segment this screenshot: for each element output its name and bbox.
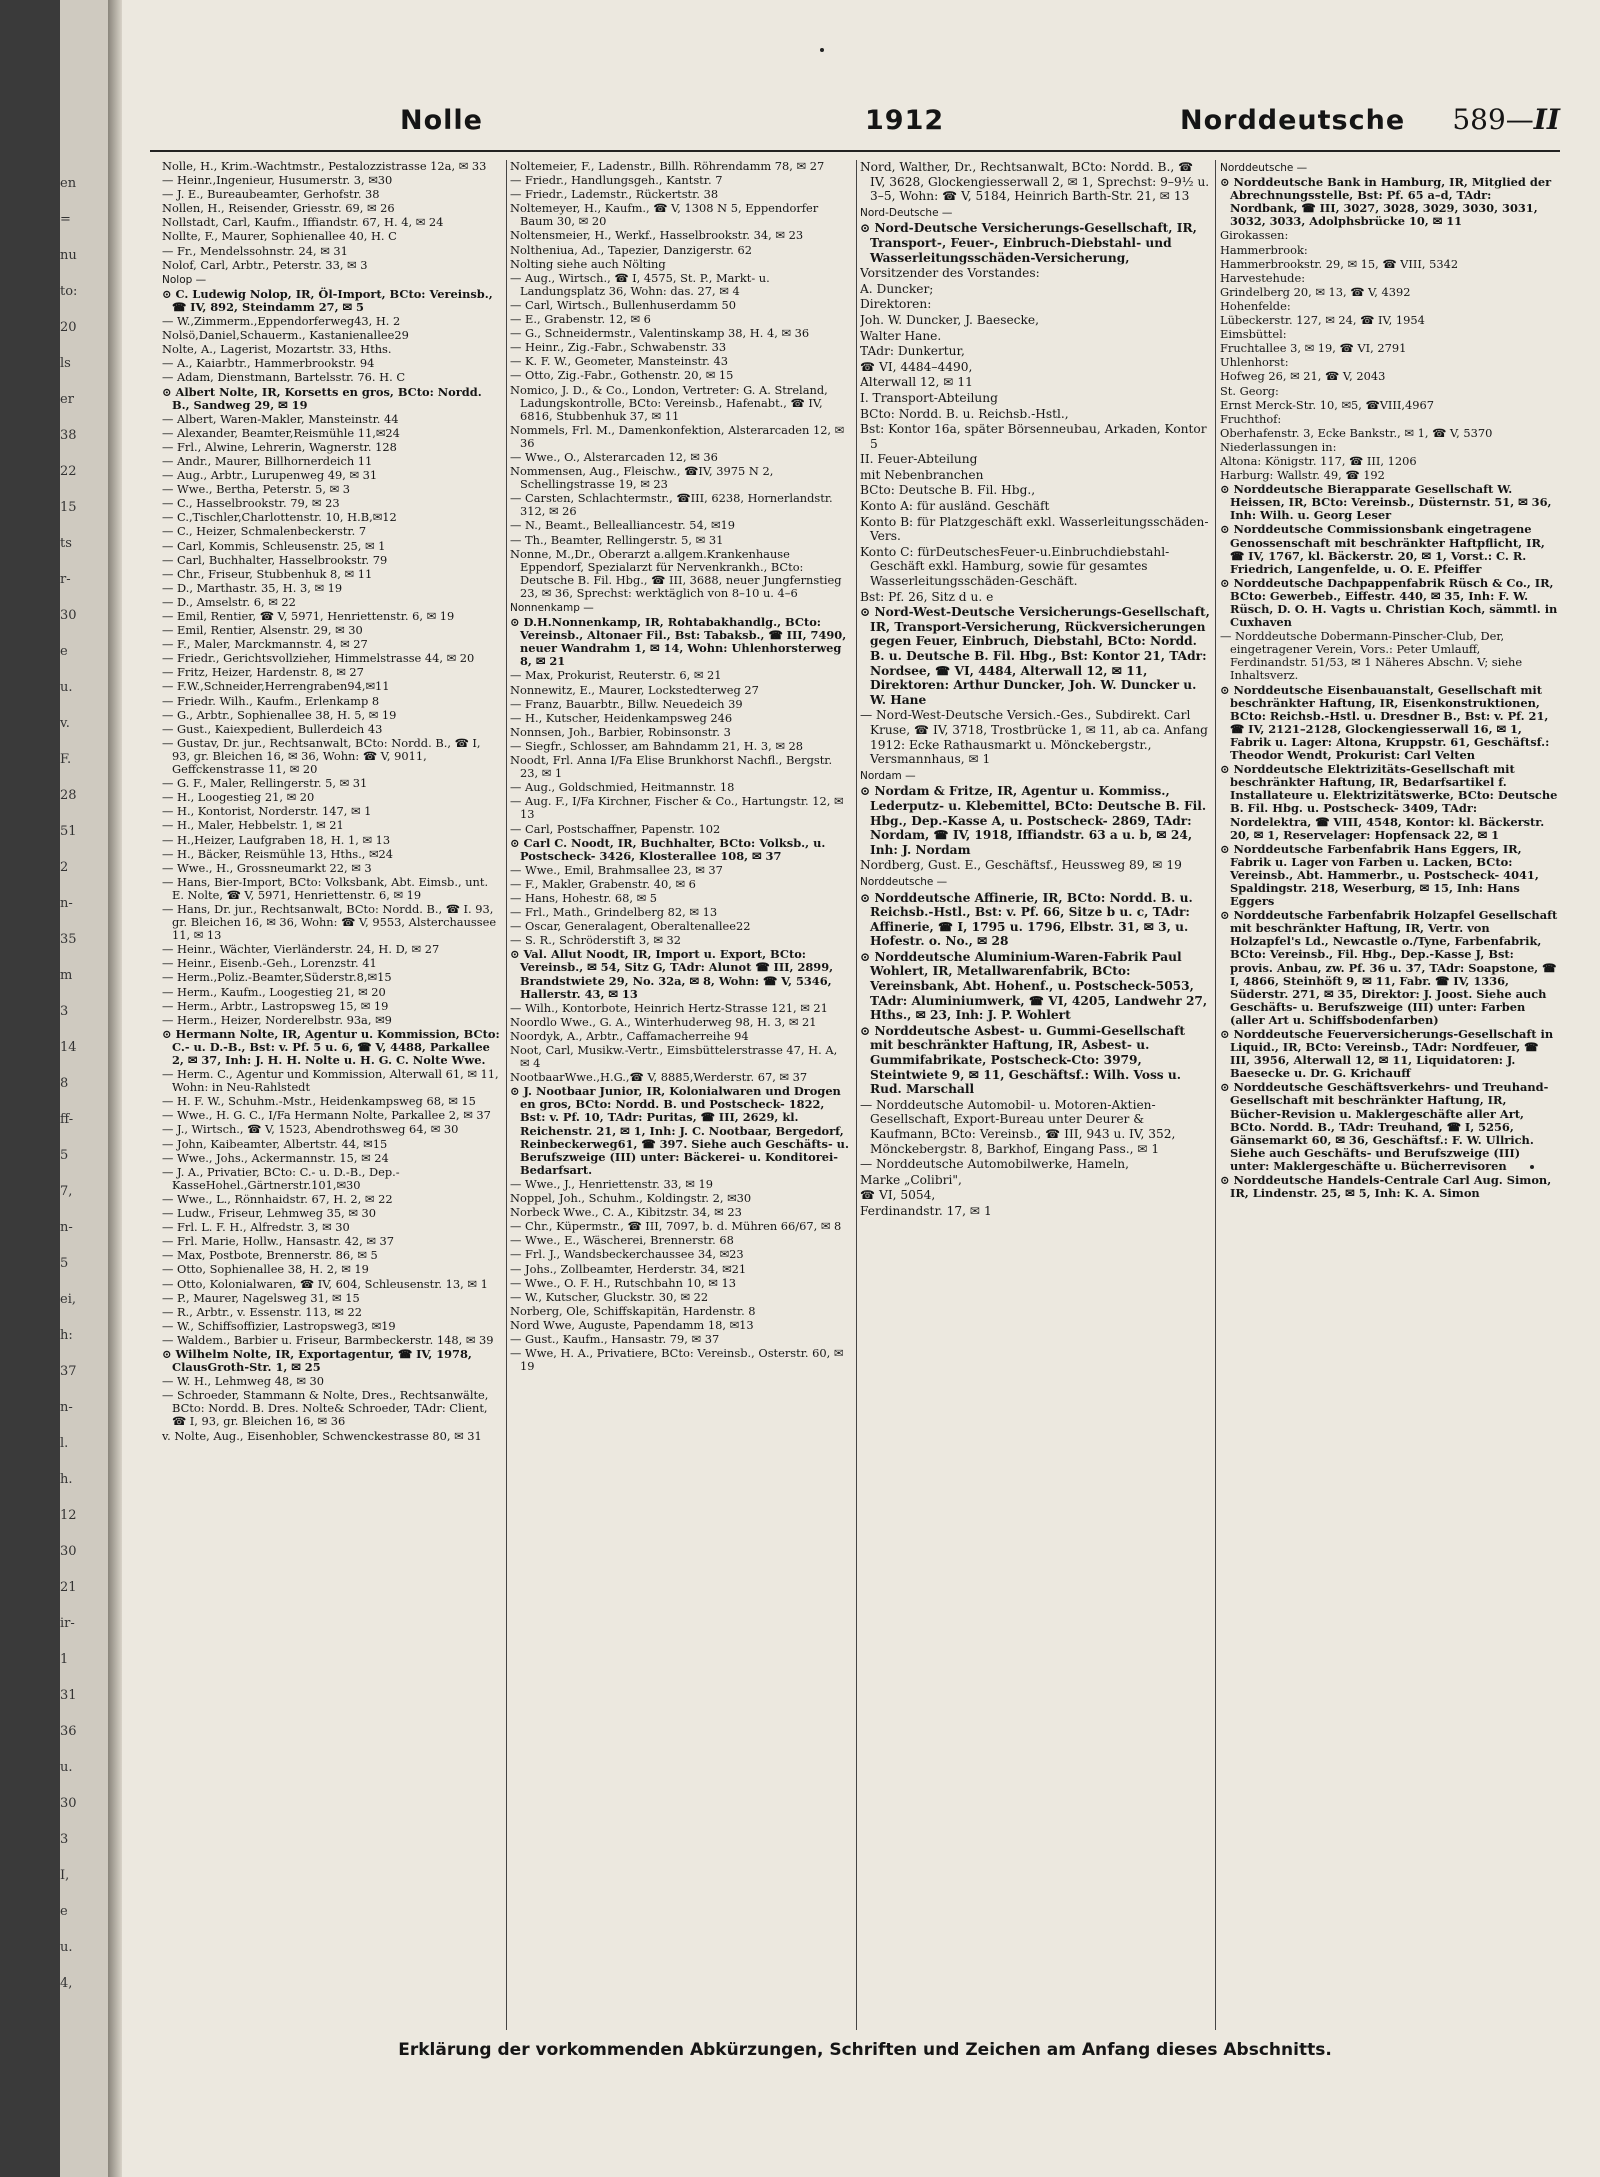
directory-entry: — Schroeder, Stammann & Nolte, Dres., Rechtsanwälte, BCto: Nordd. B. Dres. Nolte& Schroeder, TAdr: Client, ☎ I, 93, gr. Bleichen 16, ✉ 36 xyxy=(162,1388,489,1429)
gutter-fragment: 51 xyxy=(60,824,77,839)
firm-entry: ⊙ Val. Allut Noodt, IR, Import u. Export, BCto: Vereinsb., ✉ 54, Sitz G, TAdr: Alunot ☎ III, 2899, Brandstwiete 29, No. 32a, ✉ 8, Wohn: ☎ V, 5346, Hallerstr. 43, ✉ 13 xyxy=(510,947,834,1001)
gutter-fragment: F. xyxy=(60,752,72,767)
directory-entry: — Norddeutsche Automobilwerke, Hameln, xyxy=(860,1157,1129,1172)
directory-entry: — Aug., Goldschmied, Heitmannstr. 18 xyxy=(510,780,735,795)
firm-entry: ⊙ Norddeutsche Affinerie, IR, BCto: Nordd. B. u. Reichsb.-Hstl., Bst: v. Pf. 66, Sitze b u. c, TAdr: Affinerie, ☎ I, 1795 u. 1796, Elbstr. 31, ✉ 3, u. Hofestr. o. No., ✉ 28 xyxy=(860,890,1193,949)
directory-entry: — John, Kaibeamter, Albertstr. 44, ✉15 xyxy=(162,1136,388,1151)
directory-entry: — Fritz, Heizer, Hardenstr. 8, ✉ 27 xyxy=(162,665,364,680)
header-left-keyword: Nolle xyxy=(400,105,483,136)
section-heading: Nolop — xyxy=(162,273,207,286)
gutter-fragment: 15 xyxy=(60,500,77,515)
gutter-fragment: ls xyxy=(60,356,71,371)
directory-entry: — Frl., Alwine, Lehrerin, Wagnerstr. 128 xyxy=(162,439,397,454)
directory-entry: Oberhafenstr. 3, Ecke Bankstr., ✉ 1, ☎ V, 5370 xyxy=(1220,425,1493,440)
directory-entry: Nolte, A., Lagerist, Mozartstr. 33, Hths. xyxy=(162,342,392,357)
firm-entry: ⊙ Nordam & Fritze, IR, Agentur u. Kommiss., Lederputz- u. Klebemittel, BCto: Deutsche B. Fil. Hbg., Dep.-Kasse A, u. Postscheck- 2869, TAdr: Nordam, ☎ IV, 1918, Iffiandstr. 63 a u. b, ✉ 24, Inh: J. Nordam xyxy=(860,784,1207,857)
directory-entry: — Adam, Dienstmann, Bartelsstr. 76. H. C xyxy=(162,370,406,385)
directory-entry: — Emil, Rentier, ☎ V, 5971, Henriettenstr. 6, ✉ 19 xyxy=(162,609,455,623)
directory-entry: — H., Maler, Hebbelstr. 1, ✉ 21 xyxy=(162,818,344,833)
directory-entry: mit Nebenbranchen xyxy=(860,467,984,482)
directory-entry: — Otto, Sophienallee 38, H. 2, ✉ 19 xyxy=(162,1262,369,1277)
directory-entry: — W.,Zimmerm.,Eppendorferweg43, H. 2 xyxy=(162,314,401,329)
directory-entry: Uhlenhorst: xyxy=(1220,355,1289,370)
firm-entry: ⊙ Nord-West-Deutsche Versicherungs-Gesellschaft, IR, Transport-Versicherung, Rückversicherungen gegen Feuer, Einbruch, Diebstahl, BCto: Nordd. B. u. Deutsche B. Fil. Hbg., Bst: Kontor 21, TAdr: Nordsee, ☎ VI, 4484, Alterwall 12, ✉ 11, Direktoren: Arthur Duncker, Joh. W. Duncker u. W. Hane xyxy=(860,605,1210,707)
page-number-arabic: 589— xyxy=(1452,103,1534,136)
firm-entry: ⊙ Norddeutsche Handels-Centrale Carl Aug. Simon, IR, Lindenstr. 25, ✉ 5, Inh: K. A. Simon xyxy=(1220,1173,1552,1201)
directory-entry: — H.,Heizer, Laufgraben 18, H. 1, ✉ 13 xyxy=(162,832,391,847)
directory-entry: — Otto, Zig.-Fabr., Gothenstr. 20, ✉ 15 xyxy=(510,368,734,383)
directory-entry: Fruchthof: xyxy=(1220,411,1282,426)
directory-entry: — Wwe., E., Wäscherei, Brennerstr. 68 xyxy=(510,1233,734,1248)
directory-entry: — F., Maler, Marckmannstr. 4, ✉ 27 xyxy=(162,637,368,652)
directory-entry: Nonnewitz, E., Maurer, Lockstedterweg 27 xyxy=(510,682,759,697)
directory-entry: Noltheniua, Ad., Tapezier, Danzigerstr. 62 xyxy=(510,242,752,257)
directory-entry: Girokassen: xyxy=(1220,228,1289,243)
column-divider-2 xyxy=(856,160,857,2030)
directory-entry: Konto A: für ausländ. Geschäft xyxy=(860,499,1050,514)
directory-entry: TAdr: Dunkertur, xyxy=(860,344,965,359)
directory-entry: — K. F. W., Geometer, Mansteinstr. 43 xyxy=(510,354,728,369)
directory-entry: Konto B: für Platzgeschäft exkl. Wasserleitungsschäden-Vers. xyxy=(860,514,1209,544)
gutter-fragment: 28 xyxy=(60,788,77,803)
directory-entry: — F.W.,Schneider,Herrengraben94,✉11 xyxy=(162,679,390,694)
directory-entry: — Carl, Buchhalter, Hasselbrookstr. 79 xyxy=(162,552,388,567)
print-speck xyxy=(820,48,824,52)
directory-entry: Vorsitzender des Vorstandes: xyxy=(860,266,1040,281)
column-3 xyxy=(860,160,1210,2045)
directory-entry: — H., Loogestieg 21, ✉ 20 xyxy=(162,790,315,805)
gutter-fragment: h. xyxy=(60,1472,73,1487)
directory-entry: — Friedr., Gerichtsvollzieher, Himmelstrasse 44, ✉ 20 xyxy=(162,651,475,666)
directory-entry: — D., Amselstr. 6, ✉ 22 xyxy=(162,594,296,609)
gutter-fragment: ts xyxy=(60,536,72,551)
firm-entry: ⊙ Nord-Deutsche Versicherungs-Gesellschaft, IR, Transport-, Feuer-, Einbruch-Diebstahl- und Wasserleitungsschäden-Versicherung, xyxy=(860,221,1197,265)
column-1 xyxy=(162,160,502,2045)
directory-entry: — Oscar, Generalagent, Oberaltenallee22 xyxy=(510,919,751,934)
directory-entry: — E., Grabenstr. 12, ✉ 6 xyxy=(510,312,651,327)
gutter-fragment: 21 xyxy=(60,1580,77,1595)
directory-entry: Marke „Colibri", xyxy=(860,1172,962,1187)
directory-entry: Norberg, Ole, Schiffskapitän, Hardenstr. 8 xyxy=(510,1303,756,1318)
directory-entry: Konto C: fürDeutschesFeuer-u.Einbruchdiebstahl-Geschäft exkl. Hamburg, sowie für gesamtes Wasserleitungsschäden-Geschäft. xyxy=(860,544,1170,589)
directory-entry: Nollte, F., Maurer, Sophienallee 40, H. C xyxy=(162,229,397,244)
directory-entry: — Max, Prokurist, Reuterstr. 6, ✉ 21 xyxy=(510,668,722,683)
gutter-fragment: l. xyxy=(60,1436,69,1451)
directory-entry: — Wwe., H. G. C., I/Fa Hermann Nolte, Parkallee 2, ✉ 37 xyxy=(162,1108,491,1123)
gutter-fragment: 5 xyxy=(60,1256,69,1271)
directory-entry: Niederlassungen in: xyxy=(1220,439,1337,454)
firm-entry: ⊙ C. Ludewig Nolop, IR, Öl-Import, BCto: Vereinsb., ☎ IV, 892, Steindamm 27, ✉ 5 xyxy=(162,286,493,314)
directory-entry: — Friedr. Wilh., Kaufm., Erlenkamp 8 xyxy=(162,693,380,708)
gutter-fragment: 31 xyxy=(60,1688,77,1703)
directory-entry: — Heinr.,Ingenieur, Husumerstr. 3, ✉30 xyxy=(162,173,393,188)
column-divider-1 xyxy=(506,160,507,2030)
header-rule xyxy=(150,150,1560,152)
firm-entry: ⊙ Norddeutsche Eisenbauanstalt, Gesellschaft mit beschränkter Haftung, IR, Eisenkonstruktionen, BCto: Reichsb.-Hstl. u. Dresdner B., Bst: v. Pf. 21, ☎ IV, 2121–2128, Glockengiesserwall 16, ✉ 1, Fabrik u. Lager: Altona, Kruppstr. 61, Geschäftsf.: Theodor Wendt, Prokurist: Carl Velten xyxy=(1220,682,1550,763)
gutter-fragment: = xyxy=(60,212,71,227)
gutter-fragment: h: xyxy=(60,1328,73,1343)
directory-entry: Nomico, J. D., & Co., London, Vertreter: G. A. Streland, Ladungskontrolle, BCto: Vereinsb., Hafenabt., ☎ IV, 6816, Stubbenhuk 37, ✉ 11 xyxy=(510,382,828,423)
directory-entry: Nollstadt, Carl, Kaufm., Iffiandstr. 67, H. 4, ✉ 24 xyxy=(162,215,444,230)
gutter-fragment: 30 xyxy=(60,1796,77,1811)
header-right-keyword: Norddeutsche xyxy=(1180,105,1406,136)
directory-entry: Nommels, Frl. M., Damenkonfektion, Alsterarcaden 12, ✉ 36 xyxy=(510,422,845,450)
directory-entry: — Herm. C., Agentur und Kommission, Alterwall 61, ✉ 11, Wohn: in Neu-Rahlstedt xyxy=(162,1067,499,1095)
directory-entry: Eimsbüttel: xyxy=(1220,327,1287,342)
firm-entry: ⊙ D.H.Nonnenkamp, IR, Rohtabakhandlg., BCto: Vereinsb., Altonaer Fil., Bst: Tabaksb., ☎ III, 7490, neuer Wandrahm 1, ✉ 14, Wohn: Uhlenhorsterweg 8, ✉ 21 xyxy=(510,615,847,669)
firm-entry: ⊙ Norddeutsche Farbenfabrik Hans Eggers, IR, Fabrik u. Lager von Farben u. Lacken, BCto: Vereinsb., Abt. Hammerbr., u. Postscheck- 4041, Spaldingstr. 218, Weserburg, ✉ 15, Inh: Hans Eggers xyxy=(1220,841,1539,909)
directory-entry: Ferdinandstr. 17, ✉ 1 xyxy=(860,1203,992,1218)
directory-entry: — Heinr., Wächter, Vierländerstr. 24, H. D, ✉ 27 xyxy=(162,942,440,957)
directory-entry: — Alexander, Beamter,Reismühle 11,✉24 xyxy=(162,425,400,440)
directory-entry: — Wwe., Emil, Brahmsallee 23, ✉ 37 xyxy=(510,862,723,877)
firm-entry: ⊙ Carl C. Noodt, IR, Buchhalter, BCto: Volksb., u. Postscheck- 3426, Klosterallee 108, ✉ 37 xyxy=(510,835,826,863)
directory-entry: ☎ VI, 5054, xyxy=(860,1188,936,1203)
page-number xyxy=(1452,103,1560,136)
directory-entry: — Aug., Wirtsch., ☎ I, 4575, St. P., Markt- u. Landungsplatz 36, Wohn: das. 27, ✉ 4 xyxy=(510,270,770,298)
directory-entry: — G., Schneidermstr., Valentinskamp 38, H. 4, ✉ 36 xyxy=(510,326,810,341)
directory-entry: — Heinr., Eisenb.-Geh., Lorenzstr. 41 xyxy=(162,956,377,971)
directory-entry: — Andr., Maurer, Billhornerdeich 11 xyxy=(162,453,373,468)
directory-entry: Direktoren: xyxy=(860,297,932,312)
directory-entry: NootbaarWwe.,H.G.,☎ V, 8885,Werderstr. 67, ✉ 37 xyxy=(510,1070,808,1085)
directory-entry: Ernst Merck-Str. 10, ✉5, ☎VIII,4967 xyxy=(1220,397,1435,412)
gutter-fragment: 3 xyxy=(60,1832,69,1847)
directory-entry: Hammerbrook: xyxy=(1220,242,1308,257)
directory-entry: — W., Schiffsoffizier, Lastropsweg3, ✉19 xyxy=(162,1318,396,1333)
directory-entry: — Otto, Kolonialwaren, ☎ IV, 604, Schleusenstr. 13, ✉ 1 xyxy=(162,1276,488,1291)
directory-entry: I. Transport-Abteilung xyxy=(860,390,998,405)
gutter-fragment: en xyxy=(60,176,77,191)
directory-entry: — G., Arbtr., Sophienallee 38, H. 5, ✉ 19 xyxy=(162,707,397,722)
directory-entry: — Wwe., Bertha, Peterstr. 5, ✉ 3 xyxy=(162,482,350,497)
section-heading: Nonnenkamp — xyxy=(510,602,594,614)
gutter-fragment: n- xyxy=(60,1220,73,1235)
directory-entry: Joh. W. Duncker, J. Baesecke, xyxy=(860,312,1039,327)
gutter-fragment: u. xyxy=(60,1760,73,1775)
gutter-fragment: ei, xyxy=(60,1292,76,1307)
section-heading: Nordam — xyxy=(860,769,916,782)
directory-entry: — Herm., Kaufm., Loogestieg 21, ✉ 20 xyxy=(162,984,386,999)
directory-entry: Hammerbrookstr. 29, ✉ 15, ☎ VIII, 5342 xyxy=(1220,256,1459,271)
gutter-fragment: u. xyxy=(60,1940,73,1955)
gutter-fragment: e xyxy=(60,644,68,659)
page-number-roman: II xyxy=(1533,103,1560,136)
directory-entry: — R., Arbtr., v. Essenstr. 113, ✉ 22 xyxy=(162,1304,362,1319)
firm-entry: ⊙ Norddeutsche Bank in Hamburg, IR, Mitglied der Abrechnungsstelle, Bst: Pf. 65 a–d, TAdr: Nordbank, ☎ III, 3027, 3028, 3029, 3030, 3031, 3032, 3033, Adolphsbrücke 10, ✉ 11 xyxy=(1220,175,1552,229)
directory-entry: Noot, Carl, Musikw.-Vertr., Eimsbüttelerstrasse 47, H. A, ✉ 4 xyxy=(510,1043,838,1071)
directory-entry: — P., Maurer, Nagelsweg 31, ✉ 15 xyxy=(162,1290,360,1305)
directory-entry: Altona: Königstr. 117, ☎ III, 1206 xyxy=(1220,453,1417,468)
directory-entry: — N., Beamt., Bellealliancestr. 54, ✉19 xyxy=(510,518,735,533)
directory-entry: — Aug. F., I/Fa Kirchner, Fischer & Co., Hartungstr. 12, ✉ 13 xyxy=(510,794,844,822)
directory-entry: Noppel, Joh., Schuhm., Koldingstr. 2, ✉30 xyxy=(510,1191,752,1206)
directory-entry: — Carl, Kommis, Schleusenstr. 25, ✉ 1 xyxy=(162,538,386,553)
gutter-fragment: 8 xyxy=(60,1076,69,1091)
directory-entry: — Th., Beamter, Rellingerstr. 5, ✉ 31 xyxy=(510,532,724,547)
firm-entry: ⊙ Hermann Nolte, IR, Agentur u. Kommission, BCto: C.- u. D.-B., Bst: v. Pf. 5 u. 6, ☎ V, 4488, Parkallee 2, ✉ 37, Inh: J. H. H. Nolte u. H. G. C. Nolte Wwe. xyxy=(162,1026,500,1067)
directory-entry: — Gustav, Dr. jur., Rechtsanwalt, BCto: Nordd. B., ☎ I, 93, gr. Bleichen 16, ✉ 36, Wohn: ☎ V, 9011, Geffckenstrasse 11, ✉ 20 xyxy=(162,735,481,777)
directory-entry: — C.,Tischler,Charlottenstr. 10, H.B,✉12 xyxy=(162,510,397,525)
directory-entry: — Frl. J., Wandsbeckerchaussee 34, ✉23 xyxy=(510,1247,744,1262)
gutter-fragment: 30 xyxy=(60,608,77,623)
directory-entry: — Hans, Bier-Import, BCto: Volksbank, Abt. Eimsb., unt. E. Nolte, ☎ V, 5971, Henriettenstr. 6, ✉ 19 xyxy=(162,874,489,902)
directory-entry: — C., Heizer, Schmalenbeckerstr. 7 xyxy=(162,524,367,539)
gutter-fragment: u. xyxy=(60,680,73,695)
directory-entry: — Wwe., Johs., Ackermannstr. 15, ✉ 24 xyxy=(162,1150,389,1165)
directory-entry: Bst: Kontor 16a, später Börsenneubau, Arkaden, Kontor 5 xyxy=(860,422,1207,451)
directory-entry: — Wwe., J., Henriettenstr. 33, ✉ 19 xyxy=(510,1176,713,1191)
print-speck xyxy=(1530,1165,1534,1169)
column-divider-3 xyxy=(1215,160,1216,2030)
directory-entry: Nolof, Carl, Arbtr., Peterstr. 33, ✉ 3 xyxy=(162,257,368,272)
directory-entry: — Albert, Waren-Makler, Mansteinstr. 44 xyxy=(162,411,399,426)
directory-entry: Harvestehude: xyxy=(1220,270,1306,285)
directory-entry: — Gust., Kaiexpedient, Bullerdeich 43 xyxy=(162,721,383,736)
gutter-fragment: 2 xyxy=(60,860,69,875)
gutter-fragment: 14 xyxy=(60,1040,77,1055)
gutter-fragment: 30 xyxy=(60,1544,77,1559)
directory-entry: Norbeck Wwe., C. A., Kibitzstr. 34, ✉ 23 xyxy=(510,1205,742,1220)
directory-entry: — Heinr., Zig.-Fabr., Schwabenstr. 33 xyxy=(510,340,727,355)
gutter-fragment: 37 xyxy=(60,1364,77,1379)
directory-entry: — Frl., Math., Grindelberg 82, ✉ 13 xyxy=(510,905,718,920)
directory-entry: — Gust., Kaufm., Hansastr. 79, ✉ 37 xyxy=(510,1331,720,1346)
directory-entry: — Chr., Friseur, Stubbenhuk 8, ✉ 11 xyxy=(162,566,373,581)
directory-entry: Hohenfelde: xyxy=(1220,298,1291,313)
directory-entry: — Nord-West-Deutsche Versich.-Ges., Subdirekt. Carl Kruse, ☎ IV, 3718, Trostbrücke 1, ✉ 11, ab ca. Anfang 1912: Ecke Rathausmarkt u. Mönckebergstr., Versmannhaus, ✉ 1 xyxy=(860,708,1208,767)
gutter-fragment: 1 xyxy=(60,1652,69,1667)
column-2 xyxy=(510,160,850,2045)
directory-entry: — Fr., Mendelssohnstr. 24, ✉ 31 xyxy=(162,243,348,258)
directory-entry: — Waldem., Barbier u. Friseur, Barmbeckerstr. 148, ✉ 39 xyxy=(162,1332,494,1347)
directory-entry: — Johs., Zollbeamter, Herderstr. 34, ✉21 xyxy=(510,1261,747,1276)
directory-entry: — J., Wirtsch., ☎ V, 1523, Abendrothsweg 64, ✉ 30 xyxy=(162,1122,459,1137)
directory-entry: Nollen, H., Reisender, Griesstr. 69, ✉ 26 xyxy=(162,201,395,216)
directory-entry: BCto: Deutsche B. Fil. Hbg., xyxy=(860,483,1036,498)
section-heading: Norddeutsche — xyxy=(860,875,948,888)
section-heading: Norddeutsche — xyxy=(1220,162,1308,174)
directory-entry: Nolting siehe auch Nölting xyxy=(510,256,666,271)
directory-entry: — Wwe., L., Rönnhaidstr. 67, H. 2, ✉ 22 xyxy=(162,1191,393,1206)
directory-entry: St. Georg: xyxy=(1220,383,1279,398)
gutter-fragment: n- xyxy=(60,1400,73,1415)
directory-entry: Alterwall 12, ✉ 11 xyxy=(860,375,973,390)
directory-entry: v. Nolte, Aug., Eisenhobler, Schwenckestrasse 80, ✉ 31 xyxy=(162,1428,482,1443)
directory-entry: — A., Kaiarbtr., Hammerbrookstr. 94 xyxy=(162,356,375,371)
directory-entry: — Chr., Küpermstr., ☎ III, 7097, b. d. Mühren 66/67, ✉ 8 xyxy=(510,1219,842,1234)
directory-entry: Grindelberg 20, ✉ 13, ☎ V, 4392 xyxy=(1220,284,1411,299)
directory-entry: — J. A., Privatier, BCto: C.- u. D.-B., Dep.-KasseHohel.,Gärtnerstr.101,✉30 xyxy=(162,1164,400,1192)
directory-entry: — Wwe., H., Grossneumarkt 22, ✉ 3 xyxy=(162,860,372,875)
directory-entry: — Siegfr., Schlosser, am Bahndamm 21, H. 3, ✉ 28 xyxy=(510,738,804,753)
gutter-fragment: 5 xyxy=(60,1148,69,1163)
directory-entry: Nommensen, Aug., Fleischw., ☎IV, 3975 N 2, Schellingstrasse 19, ✉ 23 xyxy=(510,464,774,492)
firm-entry: ⊙ Norddeutsche Commissionsbank eingetragene Genossenschaft mit beschränkter Haftpflicht, IR, ☎ IV, 1767, kl. Bäckerstr. 20, ✉ 1, Vorst.: C. R. Friedrich, Langenfelde, u. O. E. Pfeiffer xyxy=(1220,522,1545,576)
gutter-fragment: 22 xyxy=(60,464,77,479)
directory-entry: — Wilh., Kontorbote, Heinrich Hertz-Strasse 121, ✉ 21 xyxy=(510,1000,828,1015)
directory-entry: Nord Wwe, Auguste, Papendamm 18, ✉13 xyxy=(510,1317,754,1332)
gutter-fragment: 38 xyxy=(60,428,77,443)
directory-entry: Lübeckerstr. 127, ✉ 24, ☎ IV, 1954 xyxy=(1220,313,1425,328)
previous-page-gutter xyxy=(60,0,122,2177)
directory-entry: Noordlo Wwe., G. A., Winterhuderweg 98, H. 3, ✉ 21 xyxy=(510,1014,817,1029)
directory-entry: Nolle, H., Krim.-Wachtmstr., Pestalozzistrasse 12a, ✉ 33 xyxy=(162,160,487,173)
directory-entry: — Norddeutsche Automobil- u. Motoren-Aktien-Gesellschaft, Export-Bureau unter Deurer & Kaufmann, BCto: Vereinsb., ☎ III, 943 u. IV, 352, Mönckebergstr. 8, Barkhof, Eingang Pass., ✉ 1 xyxy=(860,1097,1176,1156)
header-year: 1912 xyxy=(865,105,945,136)
firm-entry: ⊙ Norddeutsche Bierapparate Gesellschaft W. Heissen, IR, BCto: Vereinsb., Düsternstr. 51, ✉ 36, Inh: Wilh. u. Georg Leser xyxy=(1220,482,1552,523)
gutter-fragment: m xyxy=(60,968,73,983)
directory-entry: A. Duncker; xyxy=(860,281,934,296)
directory-entry: — Max, Postbote, Brennerstr. 86, ✉ 5 xyxy=(162,1248,378,1263)
firm-entry: ⊙ Norddeutsche Dachpappenfabrik Rüsch & Co., IR, BCto: Gewerbeb., Eiffestr. 440, ✉ 35, Inh: F. W. Rüsch, D. O. H. Vagts u. Christian Koch, sämmtl. in Cuxhaven xyxy=(1220,575,1558,630)
directory-entry: — Aug., Arbtr., Lurupenweg 49, ✉ 31 xyxy=(162,468,378,483)
firm-entry: ⊙ J. Nootbaar Junior, IR, Kolonialwaren und Drogen en gros, BCto: Nordd. B. und Postscheck- 1822, Bst: v. Pf. 10, TAdr: Puritas, ☎ III, 2629, kl. Reichenstr. 21, ✉ 1, Inh: J. C. Nootbaar, Bergedorf, Reinbeckerweg61, ☎ 397. Siehe auch Geschäfts- u. Berufszweige (III) unter: Bäckerei- u. Konditorei-Bedarfsart. xyxy=(510,1084,849,1177)
gutter-fragment: e xyxy=(60,1904,68,1919)
directory-entry: — Friedr., Handlungsgeh., Kantstr. 7 xyxy=(510,173,723,188)
directory-entry: — C., Hasselbrookstr. 79, ✉ 23 xyxy=(162,496,340,511)
directory-entry: — H. F. W., Schuhm.-Mstr., Heidenkampsweg 68, ✉ 15 xyxy=(162,1094,476,1109)
directory-entry: Noltemeyer, H., Kaufm., ☎ V, 1308 N 5, Eppendorfer Baum 30, ✉ 20 xyxy=(510,201,819,229)
gutter-fragment: 36 xyxy=(60,1724,77,1739)
gutter-fragment: r- xyxy=(60,572,71,587)
directory-entry: — Carsten, Schlachtermstr., ☎III, 6238, Hornerlandstr. 312, ✉ 26 xyxy=(510,491,833,519)
directory-entry: — W. H., Lehmweg 48, ✉ 30 xyxy=(162,1374,325,1389)
directory-entry: — J. E., Bureaubeamter, Gerhofstr. 38 xyxy=(162,187,380,202)
gutter-fragment: 3 xyxy=(60,1004,69,1019)
directory-entry: — G. F., Maler, Rellingerstr. 5, ✉ 31 xyxy=(162,776,368,791)
directory-entry: Bst: Pf. 26, Sitz d u. e xyxy=(860,589,994,604)
directory-entry: — Wwe., O., Alsterarcaden 12, ✉ 36 xyxy=(510,449,718,464)
gutter-fragment: 4, xyxy=(60,1976,73,1991)
directory-entry: BCto: Nordd. B. u. Reichsb.-Hstl., xyxy=(860,406,1069,421)
directory-entry: — Herm., Arbtr., Lastropsweg 15, ✉ 19 xyxy=(162,998,389,1013)
directory-entry: Walter Hane. xyxy=(860,328,942,343)
directory-entry: — Carl, Wirtsch., Bullenhuserdamm 50 xyxy=(510,297,737,312)
directory-entry: — Hans, Hohestr. 68, ✉ 5 xyxy=(510,890,658,905)
firm-entry: ⊙ Norddeutsche Asbest- u. Gummi-Gesellschaft mit beschränkter Haftung, IR, Asbest- u. Gummifabrikate, Postscheck-Cto: 3979, Steintwiete 9, ✉ 11, Geschäftsf.: Wilh. Voss u. Rud. Marschall xyxy=(860,1023,1186,1097)
directory-entry: — Friedr., Lademstr., Rückertstr. 38 xyxy=(510,187,719,202)
abbreviation-note: Erklärung der vorkommenden Abkürzungen, Schriften und Zeichen am Anfang dieses Abschnitts. xyxy=(398,2040,1332,2060)
directory-entry: — Herm.,Poliz.-Beamter,Süderstr.8,✉15 xyxy=(162,970,392,985)
firm-entry: ⊙ Norddeutsche Geschäftsverkehrs- und Treuhand-Gesellschaft mit beschränkter Haftung, IR, Bücher-Revision u. Maklergeschäfte aller Art, BCto. Nordd. B., TAdr: Treuhand, ☎ I, 5256, Gänsemarkt 60, ✉ 36, Geschäftsf.: F. W. Ullrich. Siehe auch Geschäfts- und Berufszweige (III) unter: Maklergeschäfte u. Bücherrevisoren xyxy=(1220,1080,1549,1173)
directory-entry: — F., Makler, Grabenstr. 40, ✉ 6 xyxy=(510,876,696,891)
directory-entry: — Carl, Postschaffner, Papenstr. 102 xyxy=(510,821,721,836)
gutter-fragment: I, xyxy=(60,1868,70,1883)
section-heading: Nord-Deutsche — xyxy=(860,206,953,219)
directory-entry: — Ludw., Friseur, Lehmweg 35, ✉ 30 xyxy=(162,1206,377,1221)
directory-entry: — H., Bäcker, Reismühle 13, Hths., ✉24 xyxy=(162,846,394,861)
binding-shadow xyxy=(108,0,122,2177)
directory-entry: — Franz, Bauarbtr., Billw. Neuedeich 39 xyxy=(510,696,743,711)
gutter-fragment: 12 xyxy=(60,1508,77,1523)
directory-page xyxy=(60,0,1600,2177)
firm-entry: ⊙ Norddeutsche Elektrizitäts-Gesellschaft mit beschränkter Haftung, IR, Bedarfsartikel f. Installateure u. Elektrizitätswerke, BCto: Deutsche B. Fil. Hbg. u. Postscheck- 3409, TAdr: Nordelektra, ☎ VIII, 4548, Kontor: kl. Bäckerstr. 20, ✉ 1, Reservelager: Hopfensack 22, ✉ 1 xyxy=(1220,762,1558,842)
directory-entry: — H., Kutscher, Heidenkampsweg 246 xyxy=(510,710,733,725)
directory-entry: Harburg: Wallstr. 49, ☎ 192 xyxy=(1220,468,1385,483)
firm-entry: ⊙ Norddeutsche Farbenfabrik Holzapfel Gesellschaft mit beschränkter Haftung, IR, Vertr. von Holzapfel's Ld., Newcastle o./Tyne, Farbenfabrik, BCto: Vereinsb., Fil. Hbg., Dep.-Kasse J, Bst: provis. Anbau, zw. Pf. 36 u. 37, TAdr: Soapstone, ☎ I, 4866, Steinhöft 9, ✉ 11, Fabr. ☎ IV, 1336, Süderstr. 271, ✉ 35, Direktor: J. Joost. Siehe auch Geschäfts- u. Berufszweige (III) unter: Farben (aller Art u. Schiffsbodenfarben) xyxy=(1220,908,1558,1027)
directory-entry: — H., Kontorist, Norderstr. 147, ✉ 1 xyxy=(162,804,372,819)
directory-entry: ☎ VI, 4484–4490, xyxy=(860,359,973,374)
gutter-fragment: ir- xyxy=(60,1616,75,1631)
gutter-fragment: v. xyxy=(60,716,70,731)
directory-entry: — Hans, Dr. jur., Rechtsanwalt, BCto: Nordd. B., ☎ I. 93, gr. Bleichen 16, ✉ 36, Wohn: ☎ V, 9553, Alsterchaussee 11, ✉ 13 xyxy=(162,901,497,943)
directory-entry: Nonne, M.,Dr., Oberarzt a.allgem.Krankenhause Eppendorf, Spezialarzt für Nervenkrankh., BCto: Deutsche B. Fil. Hbg., ☎ III, 3688, neuer Jungfernstieg 23, ✉ 36, Sprechst: werktäglich von 8–10 u. 4–6 xyxy=(510,546,842,600)
directory-entry: — Frl. Marie, Hollw., Hansastr. 42, ✉ 37 xyxy=(162,1234,395,1249)
gutter-fragment: to: xyxy=(60,284,78,299)
gutter-fragment: er xyxy=(60,392,74,407)
directory-entry: Noltemeier, F., Ladenstr., Billh. Röhrendamm 78, ✉ 27 xyxy=(510,160,825,173)
directory-entry: — D., Marthastr. 35, H. 3, ✉ 19 xyxy=(162,580,343,595)
directory-entry: Nord, Walther, Dr., Rechtsanwalt, BCto: Nordd. B., ☎ IV, 3628, Glockengiesserwall 2, ✉ 1, Sprechst: 9–9½ u. 3–5, Wohn: ☎ V, 5184, Heinrich Barth-Str. 21, ✉ 13 xyxy=(860,160,1210,204)
directory-entry: — Herm., Heizer, Norderelbstr. 93a, ✉9 xyxy=(162,1012,392,1027)
directory-entry: Nolsö,Daniel,Schauerm., Kastanienallee29 xyxy=(162,328,409,343)
directory-entry: Fruchtallee 3, ✉ 19, ☎ VI, 2791 xyxy=(1220,341,1407,356)
directory-entry: Hofweg 26, ✉ 21, ☎ V, 2043 xyxy=(1220,369,1386,384)
gutter-fragment: ff- xyxy=(60,1112,74,1127)
directory-entry: — Emil, Rentier, Alsenstr. 29, ✉ 30 xyxy=(162,623,363,638)
directory-entry: Noordyk, A., Arbtr., Caffamacherreihe 94 xyxy=(510,1028,749,1043)
directory-entry: — Frl. L. F. H., Alfredstr. 3, ✉ 30 xyxy=(162,1220,350,1235)
directory-entry: — Norddeutsche Dobermann-Pinscher-Club, Der, eingetragener Verein, Vors.: Peter Umlauff, Ferdinandstr. 51/53, ✉ 1 Näheres Abschn. V; siehe Inhaltsverz. xyxy=(1220,629,1523,683)
directory-entry: — S. R., Schröderstift 3, ✉ 32 xyxy=(510,933,682,948)
directory-entry: Noltensmeier, H., Werkf., Hasselbrookstr. 34, ✉ 23 xyxy=(510,228,804,243)
firm-entry: ⊙ Albert Nolte, IR, Korsetts en gros, BCto: Nordd. B., Sandweg 29, ✉ 19 xyxy=(162,384,482,412)
firm-entry: ⊙ Norddeutsche Feuerversicherungs-Gesellschaft in Liquid., IR, BCto: Vereinsb., TAdr: Nordfeuer, ☎ III, 3956, Alterwall 12, ✉ 11, Liquidatoren: J. Baesecke u. Dr. G. Krichauff xyxy=(1220,1027,1554,1081)
column-4 xyxy=(1220,160,1560,2045)
directory-entry: II. Feuer-Abteilung xyxy=(860,452,978,467)
firm-entry: ⊙ Wilhelm Nolte, IR, Exportagentur, ☎ IV, 1978, ClausGroth-Str. 1, ✉ 25 xyxy=(162,1346,472,1375)
gutter-fragment: 35 xyxy=(60,932,77,947)
directory-entry: — Wwe., O. F. H., Rutschbahn 10, ✉ 13 xyxy=(510,1275,736,1290)
gutter-fragment: 20 xyxy=(60,320,77,335)
gutter-fragment: 7, xyxy=(60,1184,73,1199)
gutter-fragment: nu xyxy=(60,248,77,263)
directory-entry: Nonnsen, Joh., Barbier, Robinsonstr. 3 xyxy=(510,724,731,739)
directory-entry: Nordberg, Gust. E., Geschäftsf., Heussweg 89, ✉ 19 xyxy=(860,858,1182,873)
directory-entry: — Wwe, H. A., Privatiere, BCto: Vereinsb., Osterstr. 60, ✉ 19 xyxy=(510,1346,844,1374)
directory-entry: — W., Kutscher, Gluckstr. 30, ✉ 22 xyxy=(510,1289,709,1304)
directory-entry: Noodt, Frl. Anna I/Fa Elise Brunkhorst Nachfl., Bergstr. 23, ✉ 1 xyxy=(510,753,833,781)
page-header xyxy=(150,105,1560,145)
gutter-fragment: n- xyxy=(60,896,73,911)
firm-entry: ⊙ Norddeutsche Aluminium-Waren-Fabrik Paul Wohlert, IR, Metallwarenfabrik, BCto: Vereinsbank, Abt. Hohenf., u. Postscheck-5053, TAdr: Aluminiumwerk, ☎ VI, 4205, Landwehr 27, Hths., ✉ 23, Inh: J. P. Wohlert xyxy=(860,949,1208,1023)
